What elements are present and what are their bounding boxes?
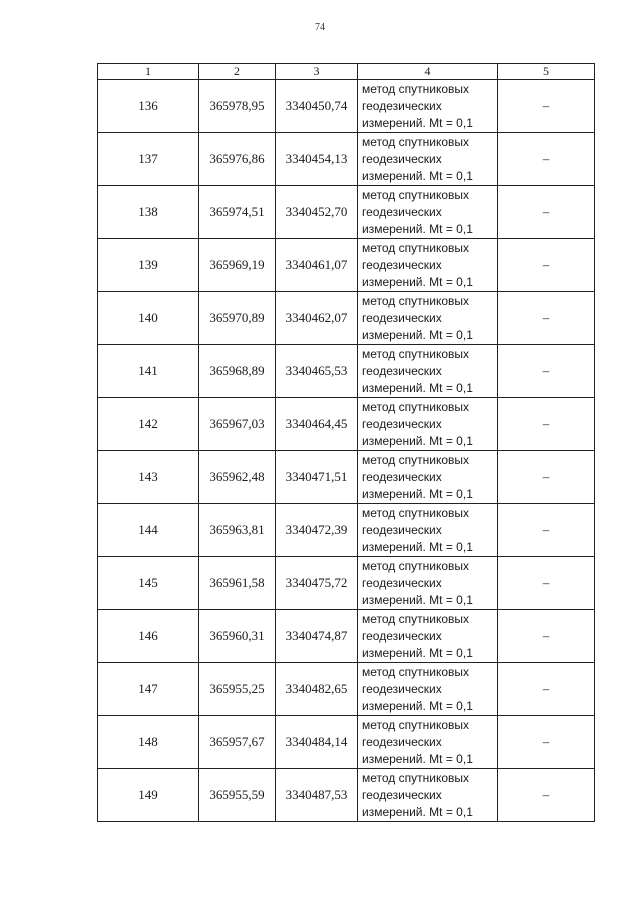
- method-line: геодезических: [362, 257, 442, 272]
- method-cell: [358, 610, 498, 663]
- column-header-1: 1: [98, 64, 199, 80]
- method-line: измерений. Mt = 0,1: [362, 751, 473, 766]
- coordinate-y-cell: 3340465,53: [276, 345, 358, 398]
- point-number-cell: 136: [98, 80, 199, 133]
- method-line: метод спутниковых: [362, 399, 470, 414]
- method-line: метод спутниковых: [362, 717, 470, 732]
- page-number: 74: [315, 22, 325, 33]
- coordinate-y-cell: 3340464,45: [276, 398, 358, 451]
- point-number-cell: 141: [98, 345, 199, 398]
- method-cell: [358, 292, 498, 345]
- column-header-2: 2: [199, 64, 276, 80]
- method-line: метод спутниковых: [362, 505, 470, 520]
- note-cell: –: [498, 716, 595, 769]
- method-line: метод спутниковых: [362, 452, 470, 467]
- method-line: геодезических: [362, 681, 442, 696]
- point-number-cell: 146: [98, 610, 199, 663]
- table-row: [98, 292, 595, 345]
- table-row: [98, 239, 595, 292]
- note-cell: –: [498, 504, 595, 557]
- table-row: [98, 80, 595, 133]
- method-line: измерений. Mt = 0,1: [362, 115, 473, 130]
- method-cell: [358, 557, 498, 610]
- coordinate-x-cell: 365969,19: [199, 239, 276, 292]
- coordinate-y-cell: 3340484,14: [276, 716, 358, 769]
- method-cell: [358, 186, 498, 239]
- point-number-cell: 149: [98, 769, 199, 822]
- method-line: геодезических: [362, 310, 442, 325]
- coordinate-x-cell: 365962,48: [199, 451, 276, 504]
- method-cell: [358, 133, 498, 186]
- table-row: [98, 451, 595, 504]
- table-row: [98, 398, 595, 451]
- method-line: метод спутниковых: [362, 770, 470, 785]
- coordinate-y-cell: 3340482,65: [276, 663, 358, 716]
- coordinate-x-cell: 365978,95: [199, 80, 276, 133]
- method-line: измерений. Mt = 0,1: [362, 645, 473, 660]
- coordinates-table: [97, 63, 595, 822]
- method-line: метод спутниковых: [362, 346, 470, 361]
- point-number-cell: 148: [98, 716, 199, 769]
- column-header-5: 5: [498, 64, 595, 80]
- coordinate-x-cell: 365970,89: [199, 292, 276, 345]
- coordinate-y-cell: 3340461,07: [276, 239, 358, 292]
- method-cell: [358, 239, 498, 292]
- coordinate-x-cell: 365968,89: [199, 345, 276, 398]
- coordinate-x-cell: 365976,86: [199, 133, 276, 186]
- coordinate-y-cell: 3340452,70: [276, 186, 358, 239]
- method-line: метод спутниковых: [362, 611, 470, 626]
- point-number-cell: 139: [98, 239, 199, 292]
- note-cell: –: [498, 292, 595, 345]
- method-line: метод спутниковых: [362, 558, 470, 573]
- method-line: геодезических: [362, 98, 442, 113]
- coordinate-x-cell: 365963,81: [199, 504, 276, 557]
- point-number-cell: 140: [98, 292, 199, 345]
- table-row: [98, 504, 595, 557]
- note-cell: –: [498, 557, 595, 610]
- method-line: метод спутниковых: [362, 240, 470, 255]
- coordinate-x-cell: 365967,03: [199, 398, 276, 451]
- table-row: [98, 557, 595, 610]
- method-line: геодезических: [362, 204, 442, 219]
- coordinate-y-cell: 3340474,87: [276, 610, 358, 663]
- method-cell: [358, 769, 498, 822]
- point-number-cell: 142: [98, 398, 199, 451]
- method-cell: [358, 716, 498, 769]
- method-line: метод спутниковых: [362, 134, 470, 149]
- method-line: метод спутниковых: [362, 187, 470, 202]
- coordinate-x-cell: 365960,31: [199, 610, 276, 663]
- table-row: [98, 663, 595, 716]
- table-row: [98, 610, 595, 663]
- method-line: измерений. Mt = 0,1: [362, 804, 473, 819]
- coordinate-y-cell: 3340487,53: [276, 769, 358, 822]
- method-line: измерений. Mt = 0,1: [362, 168, 473, 183]
- note-cell: –: [498, 80, 595, 133]
- method-line: измерений. Mt = 0,1: [362, 539, 473, 554]
- coordinate-x-cell: 365957,67: [199, 716, 276, 769]
- coordinate-y-cell: 3340475,72: [276, 557, 358, 610]
- coordinate-y-cell: 3340454,13: [276, 133, 358, 186]
- method-cell: [358, 398, 498, 451]
- point-number-cell: 138: [98, 186, 199, 239]
- note-cell: –: [498, 239, 595, 292]
- note-cell: –: [498, 186, 595, 239]
- method-line: геодезических: [362, 416, 442, 431]
- note-cell: –: [498, 451, 595, 504]
- method-line: геодезических: [362, 787, 442, 802]
- method-line: метод спутниковых: [362, 293, 470, 308]
- note-cell: –: [498, 663, 595, 716]
- point-number-cell: 137: [98, 133, 199, 186]
- method-line: геодезических: [362, 628, 442, 643]
- method-line: измерений. Mt = 0,1: [362, 486, 473, 501]
- method-cell: [358, 504, 498, 557]
- method-line: измерений. Mt = 0,1: [362, 274, 473, 289]
- note-cell: –: [498, 769, 595, 822]
- method-line: геодезических: [362, 575, 442, 590]
- method-line: геодезических: [362, 734, 442, 749]
- note-cell: –: [498, 610, 595, 663]
- method-line: геодезических: [362, 522, 442, 537]
- coordinate-y-cell: 3340472,39: [276, 504, 358, 557]
- method-line: геодезических: [362, 151, 442, 166]
- coordinate-x-cell: 365961,58: [199, 557, 276, 610]
- column-header-4: 4: [358, 64, 498, 80]
- table-row: [98, 716, 595, 769]
- method-line: геодезических: [362, 363, 442, 378]
- table-row: [98, 133, 595, 186]
- coordinate-y-cell: 3340471,51: [276, 451, 358, 504]
- coordinate-y-cell: 3340450,74: [276, 80, 358, 133]
- method-line: измерений. Mt = 0,1: [362, 592, 473, 607]
- method-line: измерений. Mt = 0,1: [362, 698, 473, 713]
- note-cell: –: [498, 133, 595, 186]
- method-line: измерений. Mt = 0,1: [362, 221, 473, 236]
- column-header-3: 3: [276, 64, 358, 80]
- table-row: [98, 345, 595, 398]
- note-cell: –: [498, 398, 595, 451]
- method-line: измерений. Mt = 0,1: [362, 433, 473, 448]
- method-cell: [358, 663, 498, 716]
- point-number-cell: 145: [98, 557, 199, 610]
- method-line: геодезических: [362, 469, 442, 484]
- table-header-row: [98, 64, 595, 80]
- method-line: измерений. Mt = 0,1: [362, 380, 473, 395]
- method-cell: [358, 345, 498, 398]
- table-row: [98, 769, 595, 822]
- method-line: метод спутниковых: [362, 81, 470, 96]
- coordinate-y-cell: 3340462,07: [276, 292, 358, 345]
- method-line: измерений. Mt = 0,1: [362, 327, 473, 342]
- note-cell: –: [498, 345, 595, 398]
- table-row: [98, 186, 595, 239]
- coordinate-x-cell: 365974,51: [199, 186, 276, 239]
- point-number-cell: 147: [98, 663, 199, 716]
- method-line: метод спутниковых: [362, 664, 470, 679]
- coordinate-x-cell: 365955,59: [199, 769, 276, 822]
- point-number-cell: 143: [98, 451, 199, 504]
- coordinate-x-cell: 365955,25: [199, 663, 276, 716]
- point-number-cell: 144: [98, 504, 199, 557]
- method-cell: [358, 80, 498, 133]
- method-cell: [358, 451, 498, 504]
